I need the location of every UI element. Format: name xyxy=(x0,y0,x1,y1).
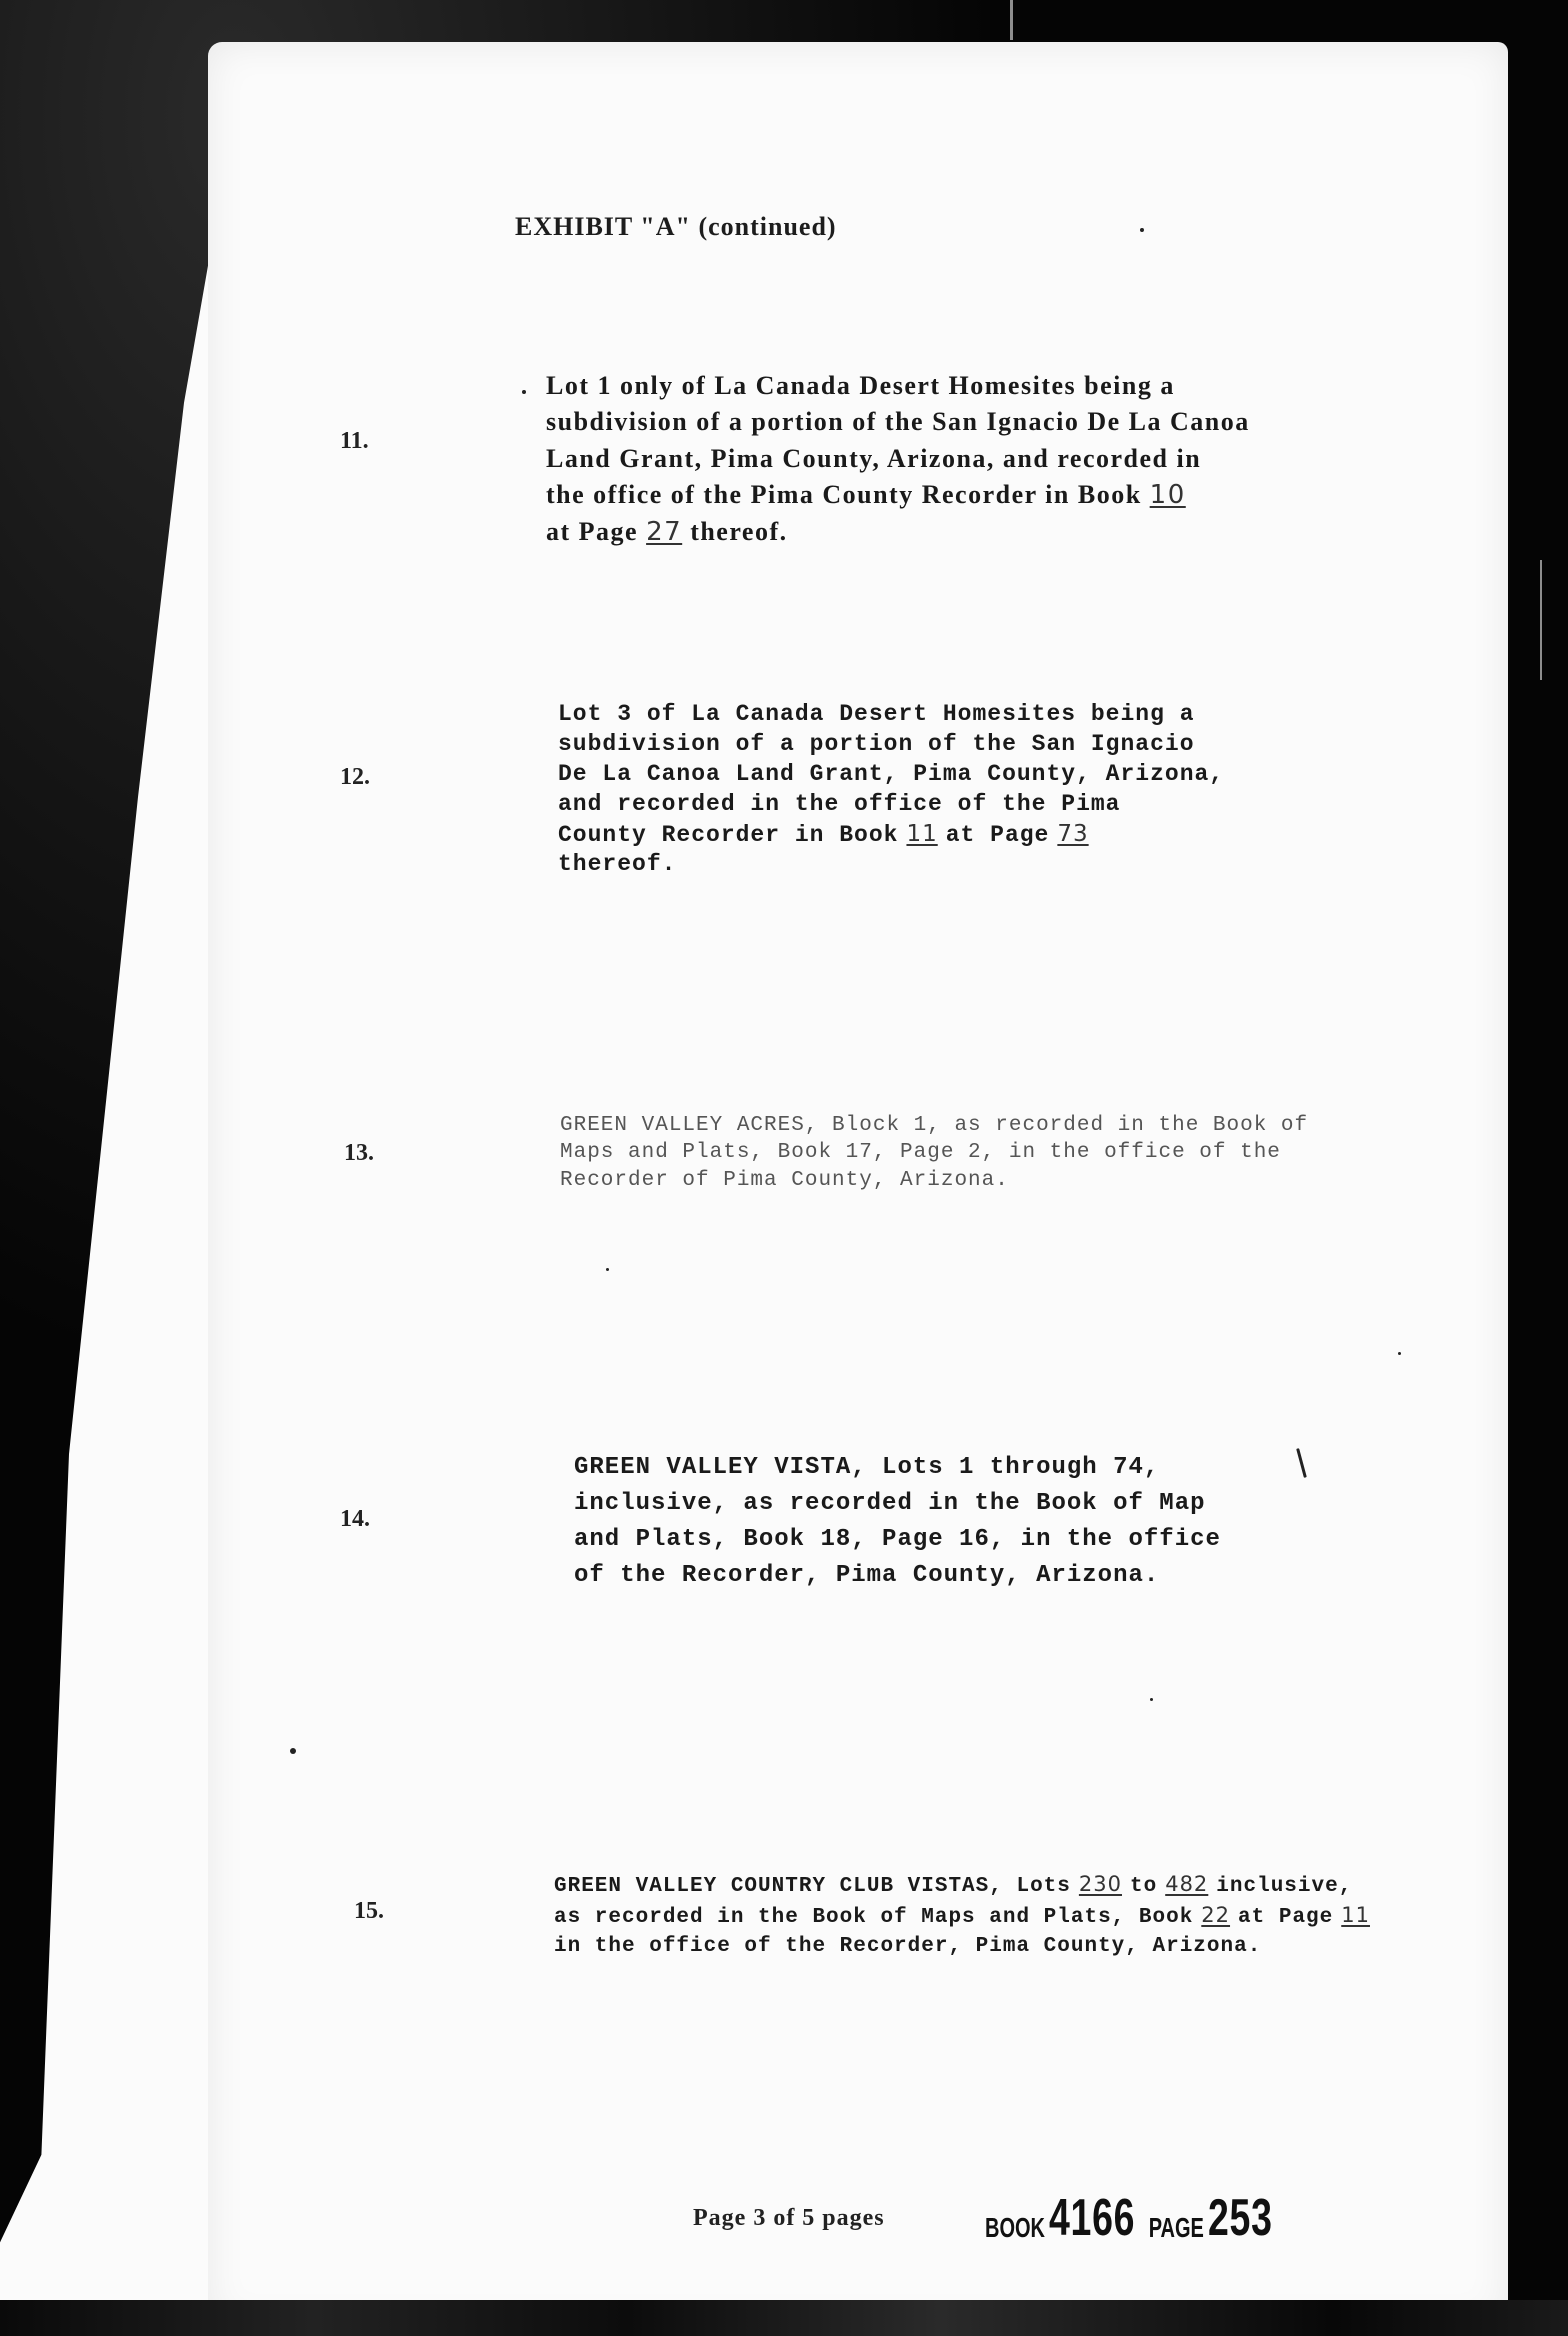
page-count: Page 3 of 5 pages xyxy=(693,2205,885,2231)
handwritten-page: 73 xyxy=(1057,820,1089,847)
text-segment: inclusive, xyxy=(1216,1875,1353,1898)
text-line xyxy=(558,820,1224,851)
text-line: Lot 3 of La Canada Desert Homesites being a xyxy=(558,701,1195,727)
item-number: 11. xyxy=(340,428,369,454)
item-13-text xyxy=(560,1112,1308,1194)
text-line: and Plats, Book 18, Page 16, in the office xyxy=(574,1526,1221,1553)
item-15-text xyxy=(554,1870,1378,1961)
handwritten-lot-to: 482 xyxy=(1165,1872,1209,1896)
text-line: subdivision of a portion of the San Ignacio xyxy=(558,730,1195,757)
text-segment: at Page xyxy=(546,516,639,546)
text-line: and recorded in the office of the Pima xyxy=(558,790,1121,817)
text-line: De La Canoa Land Grant, Pima County, Arizona, xyxy=(558,760,1225,787)
item-14-text xyxy=(574,1450,1221,1594)
text-line: Maps and Plats, Book 17, Page 2, in the office of the xyxy=(560,1141,1281,1165)
scan-streak xyxy=(1540,560,1542,680)
handwritten-page: 11 xyxy=(1341,1903,1370,1928)
handwritten-lot-from: 230 xyxy=(1078,1872,1122,1896)
item-number: 13. xyxy=(344,1140,374,1166)
text-segment: the office of the Pima County Recorder in Book xyxy=(546,480,1142,510)
page-label: PAGE xyxy=(1148,2213,1204,2245)
book-page-stamp xyxy=(985,2188,1298,2248)
scan-bottom-edge xyxy=(0,2300,1568,2336)
text-line: Lot 1 only of La Canada Desert Homesites being a xyxy=(546,371,1175,400)
scan-speck xyxy=(1398,1352,1401,1355)
book-label: BOOK xyxy=(985,2213,1045,2245)
text-line xyxy=(546,477,1250,513)
handwritten-book: 22 xyxy=(1201,1903,1231,1928)
item-number: 15. xyxy=(354,1898,384,1924)
item-12-text xyxy=(558,700,1224,880)
scan-speck xyxy=(522,390,526,394)
text-segment: GREEN VALLEY COUNTRY CLUB VISTAS, Lots xyxy=(554,1875,1071,1898)
text-line: subdivision of a portion of the San Ignacio De La Canoa xyxy=(546,407,1250,437)
scan-speck xyxy=(606,1268,609,1271)
scan-speck xyxy=(290,1748,296,1754)
text-line: of the Recorder, Pima County, Arizona. xyxy=(574,1562,1160,1589)
exhibit-header: EXHIBIT "A" (continued) xyxy=(515,212,837,241)
text-segment: at Page xyxy=(1238,1906,1334,1930)
text-segment: as recorded in the Book of Maps and Plats, Book xyxy=(554,1906,1194,1930)
text-line: inclusive, as recorded in the Book of Map xyxy=(574,1490,1206,1517)
handwritten-page: 27 xyxy=(646,516,683,547)
text-line: Land Grant, Pima County, Arizona, and recorded in xyxy=(546,443,1202,473)
handwritten-book: 11 xyxy=(906,820,938,847)
item-number: 12. xyxy=(340,764,370,790)
book-number: 4166 xyxy=(1049,2189,1136,2247)
scan-speck xyxy=(1140,228,1144,232)
text-segment: County Recorder in Book xyxy=(558,821,899,848)
item-11-text xyxy=(546,368,1250,550)
text-line: Recorder of Pima County, Arizona. xyxy=(560,1168,1009,1192)
handwritten-book: 10 xyxy=(1149,480,1186,511)
text-line: GREEN VALLEY ACRES, Block 1, as recorded in the Book of xyxy=(560,1114,1309,1137)
text-segment: at Page xyxy=(945,821,1050,848)
text-line: GREEN VALLEY VISTA, Lots 1 through 74, xyxy=(574,1454,1160,1481)
item-number: 14. xyxy=(340,1506,370,1532)
scan-streak xyxy=(1010,0,1013,40)
text-line: in the office of the Recorder, Pima County, Arizona. xyxy=(554,1934,1262,1958)
scan-speck xyxy=(1150,1698,1153,1701)
text-segment: to xyxy=(1129,1875,1158,1898)
text-line: thereof. xyxy=(558,851,677,878)
text-line xyxy=(546,514,1250,550)
text-line xyxy=(554,1870,1378,1901)
page-number: 253 xyxy=(1207,2189,1273,2247)
text-line xyxy=(554,1901,1378,1932)
text-segment: thereof. xyxy=(690,516,788,546)
